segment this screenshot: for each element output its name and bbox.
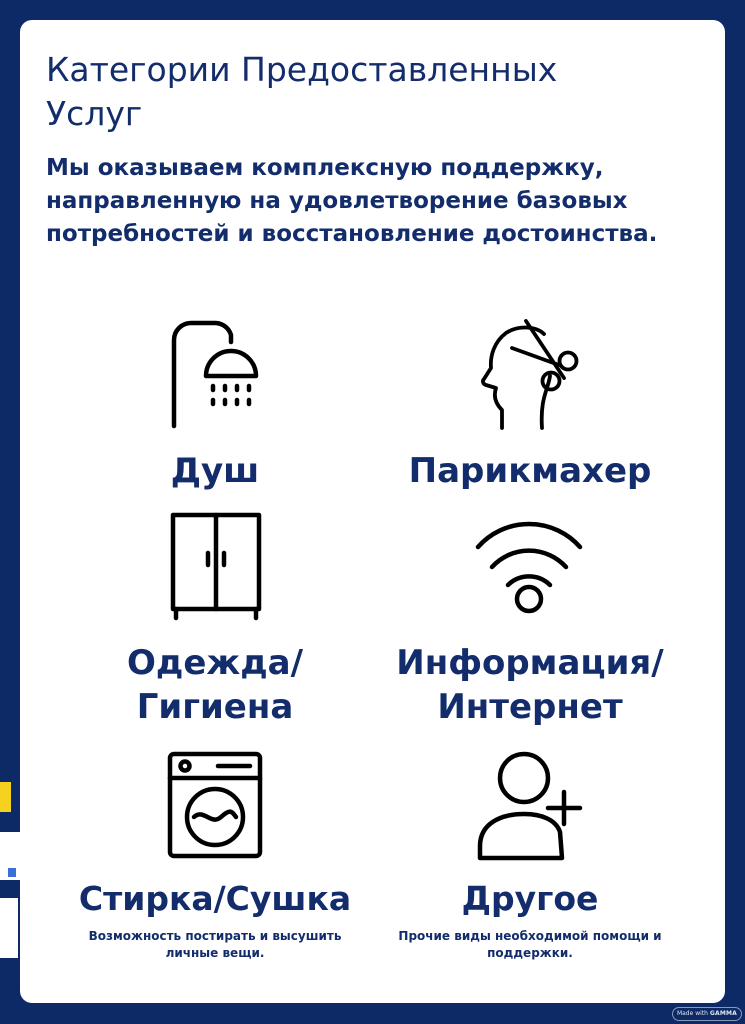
page-title: Категории Предоставленных Услуг — [46, 50, 558, 133]
other-label: Другое — [461, 879, 599, 918]
edge-decoration — [0, 770, 20, 970]
wardrobe-icon — [168, 510, 264, 622]
other-description: Прочие виды необходимой помощи и поддержки. — [398, 929, 662, 960]
haircut-label: Парикмахер — [408, 451, 652, 491]
page-subtitle: Мы оказываем комплексную поддержку, направленную на удовлетворение базовых потребностей и восстановление достоинства. — [46, 155, 658, 247]
shower-icon — [168, 318, 263, 430]
add-user-icon — [476, 750, 586, 862]
haircut-icon — [474, 318, 584, 430]
made-with-prefix: Made with — [676, 1010, 708, 1017]
clothing-label-line2: Гигиена — [136, 687, 294, 727]
laundry-description: Возможность постирать и высушить личные вещи. — [88, 929, 342, 960]
washing-machine-icon — [166, 750, 264, 860]
clothing-label-line1: Одежда/ — [126, 643, 304, 683]
internet-label-line2: Интернет — [437, 687, 623, 727]
made-with-brand: GAMMA — [709, 1010, 738, 1017]
shower-label: Душ — [170, 451, 260, 491]
internet-label-line1: Информация/ — [396, 643, 664, 683]
laundry-label: Стирка/Сушка — [78, 879, 352, 918]
made-with-badge[interactable] — [672, 1007, 742, 1021]
wifi-icon — [474, 515, 584, 615]
